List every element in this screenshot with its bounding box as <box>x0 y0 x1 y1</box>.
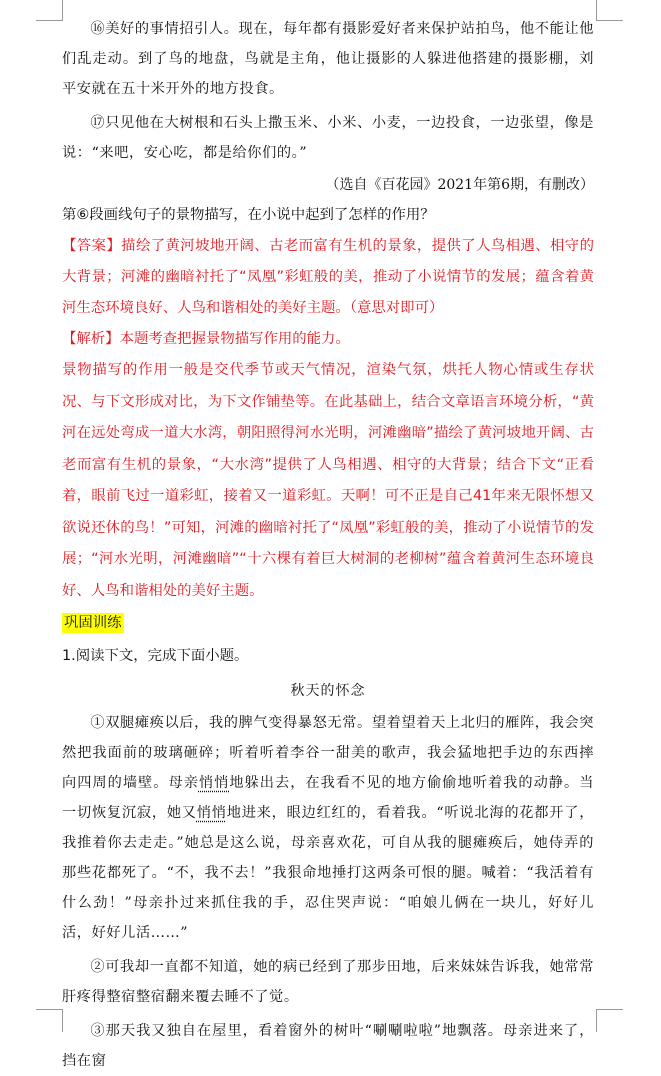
story-paragraph-16: ⑯美好的事情招引人。现在，每年都有摄影爱好者来保护站拍鸟，他不能让他们乱走动。到了鸟的地盘，鸟就是主角，他让摄影的人躲进他搭建的摄影棚，刘平安就在五十米开外的地方投食。 <box>62 21 594 97</box>
reading-paragraph-1 <box>62 708 594 948</box>
reading-p1-part-c: 地进来，眼边红红的，看着我。“听说北海的花都开了，我推着你去走走。”她总是这么说，母亲喜欢花，可自从我的腿瘫痪后，她侍弄的那些花都死了。“不，我不去！”我狠命地捶打这两条可恨的腿。喊着：“我活着有什么劲！”母亲扑过来抓住我的手，忍住哭声说：“咱娘儿俩在一块儿，好好儿活，好好儿活……” <box>62 805 594 941</box>
section-label: 巩固训练 <box>64 615 122 631</box>
answer-block <box>62 231 594 324</box>
story-source: （选自《百花园》2021年第6期，有删改） <box>325 177 594 193</box>
analysis-intro-text: 本题考查把握景物描写作用的能力。 <box>119 331 350 347</box>
question-text: 第⑥段画线句子的景物描写，在小说中起到了怎样的作用？ <box>62 207 435 223</box>
crop-mark-top-right <box>596 0 623 21</box>
analysis-tag: 【解析】 <box>62 331 120 347</box>
document-page <box>62 14 594 1076</box>
emphasis-word-2: 悄悄 <box>196 805 227 821</box>
reading-paragraph-3: ③那天我又独自在屋里，看着窗外的树叶“唰唰啦啦”地飘落。母亲进来了，挡在窗 <box>62 1023 594 1069</box>
analysis-intro <box>62 324 594 355</box>
reading-paragraph-2: ②可我却一直都不知道，她的病已经到了那步田地，后来妹妹告诉我，她常常肝疼得整宿整宿翻来覆去睡不了觉。 <box>62 959 594 1005</box>
emphasis-word-1: 悄悄 <box>198 775 230 791</box>
reading-title: 秋天的怀念 <box>290 683 366 699</box>
section-label-row <box>62 609 594 637</box>
task-instruction: 1.阅读下文，完成下面小题。 <box>62 648 249 664</box>
reading-p1-part-a: ①双腿瘫痪以后，我的脾气变得暴怒无常。望着望着天上北归的雁阵，我会突然把我面前的玻璃砸碎；听着听着李谷一甜美的歌声，我会猛地把手边的东西摔向四周的墙壁。母亲 <box>62 715 594 791</box>
answer-tag: 【答案】 <box>62 238 122 254</box>
crop-mark-top-left <box>36 0 63 21</box>
analysis-body: 景物描写的作用一般是交代季节或天气情况，渲染气氛，烘托人物心情或生存状况、与下文形成对比，为下文作铺垫等。在此基础上，结合文章语言环境分析，“黄河在远处弯成一道大水湾，朝阳照得河水光明，河滩幽暗”描绘了黄河坡地开阔、古老而富有生机的景象，“大水湾”提供了人鸟相遇、相守的大背景；结合下文“正看着，眼前飞过一道彩虹，接着又一道彩虹。天啊！可不正是自己41年来无限怀想又欲说还休的鸟！”可知，河滩的幽暗衬托了“凤凰”彩虹般的美，推动了小说情节的发展；“河水光明，河滩幽暗”“十六棵有着巨大树洞的老柳树”蕴含着黄河生态环境良好、人鸟和谐相处的美好主题。 <box>62 362 594 599</box>
reading-p1-part-b: 地躲出去，在我看不见的地方偷偷地听着我的动静。当一切恢复沉寂，她又 <box>62 775 595 821</box>
answer-text: 描绘了黄河坡地开阔、古老而富有生机的景象，提供了人鸟相遇、相守的大背景；河滩的幽暗衬托了“凤凰”彩虹般的美，推动了小说情节的发展；蕴含着黄河生态环境良好、人鸟和谐相处的美好主题。（意思对即可） <box>62 238 594 316</box>
story-paragraph-17: ⑰只见他在大树根和石头上撒玉米、小米、小麦，一边投食，一边张望，像是说：“来吧，安心吃，都是给你们的。” <box>62 115 594 161</box>
